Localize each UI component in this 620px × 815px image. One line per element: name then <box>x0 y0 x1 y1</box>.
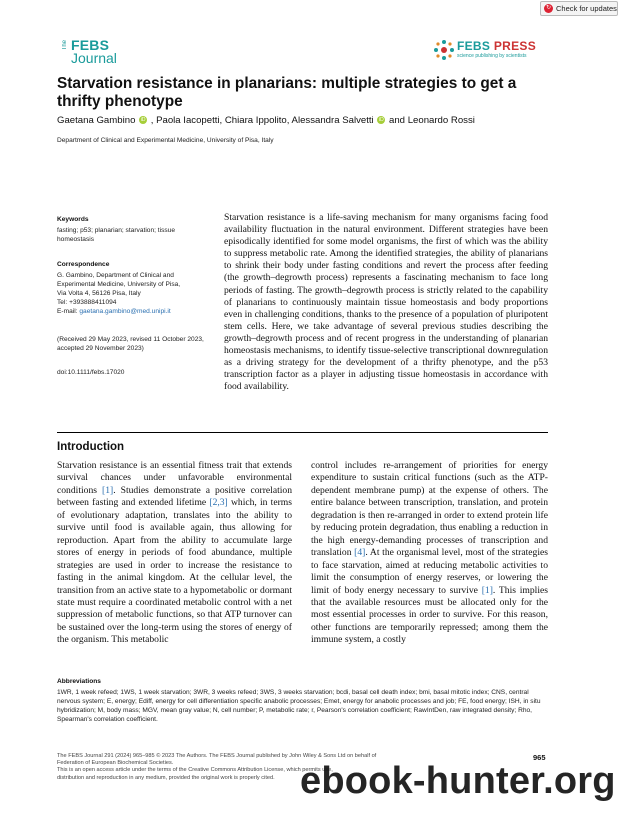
abstract: Starvation resistance is a life-saving mechanism for many organisms facing food availability fluctuation in the natural environment. Different strategies have been episodically identified for some model organisms, the first of which was the ability to suppress metabolic rate. Among the identified strategies, the ability of planarians to shrink their body under fasting conditions and revert the process after feeding (the growth–degrowth process) represents a fascinating mechanism to face long periods of fasting. The growth–degrowth process is strictly related to the capability of planarians to continuously maintain tissue homeostasis and body proportions even in challenging conditions, thanks to the presence of a population of pluripotent stem cells. Here, we take advantage of several previous studies describing the growth–degrowth process and of recent progress in the understanding of planarian homeostasis mechanisms, to identify tissue-selective transcriptional downregulation as a driving strategy for the development of a thrifty phenotype, and the p53 transcription factor as a player in adjusting tissue homeostasis in accordance with food availability. <box>224 212 548 393</box>
footer-line: Federation of European Biochemical Societies. <box>57 760 174 767</box>
footer-line: This is an open access article under the terms of the Creative Commons Attribution License, which permits use, <box>57 767 333 774</box>
corr-line: Experimental Medicine, University of Pisa, <box>57 281 181 288</box>
article-title: Starvation resistance in planarians: multiple strategies to get a thrifty phenotype <box>57 75 517 110</box>
keywords-text: fasting; p53; planarian; starvation; tissue homeostasis <box>57 227 176 243</box>
orcid-icon[interactable]: iD <box>378 117 384 124</box>
author-gambino: Gaetana Gambino <box>57 115 136 126</box>
abbreviations-text: 1WR, 1 week refeed; 1WS, 1 week starvation; 3WR, 3 weeks refeed; 3WS, 3 weeks starvation; bcdi, basal cell death index; bmi, basal mitotic index; CNS, central nervous system; E, energy; Ediff, energy for cell differentiation specific anabolic processes; Emet, energy for anabolic processes and job; FE, food energy; ISH, in situ hybridization; M, body mass; MGV, mean gray value; N, cell number; P, metabolic rate; r, Pearson's correlation coefficient; RawIntDen, raw integrated density; Rho, Spearman's correlation coefficient. <box>57 689 541 723</box>
introduction-heading: Introduction <box>57 441 125 453</box>
reference-link[interactable]: [2,3] <box>209 497 228 509</box>
intro-column-right: control includes re-arrangement of priorities for energy expenditure to sustain critical functions (such as the ATP-dependent membrane pump) at the expense of others. The entire balance between transcription, translation, and protein degradation is then re-arranged in order to extend protein life by reducing protein degradation, thus enabling a reduction in the high energy-demanding processes of transcription and translation [4]. At the organismal level, most of the strategies to face starvation, aimed at reducing metabolic activities to limit the consumption of energy reserves, or lowering the limit of body energy necessary to survive [1]. This implies that the available resources must be allocated only for the most essential processes in order to survive. For this reason, other functions are temporarily repressed; among them the immune system, a costly <box>311 460 549 646</box>
journal-logo <box>62 38 124 66</box>
footer-line: distribution and reproduction in any medium, provided the original work is properly cited. <box>57 774 275 781</box>
update-icon: ↻ <box>545 5 552 11</box>
orcid-icon[interactable]: iD <box>140 117 146 124</box>
logo-febs: FEBS <box>71 37 110 53</box>
febs-press-dots-icon <box>433 39 455 61</box>
author-rossi: and Leonardo Rossi <box>389 115 475 126</box>
abbreviations-heading: Abbreviations <box>57 678 101 685</box>
corr-email-line: E-mail: gaetana.gambino@med.unipi.it <box>57 308 171 315</box>
reference-link[interactable]: [1] <box>102 484 114 496</box>
press-tagline: science publishing by scientists <box>457 53 527 59</box>
doi[interactable]: doi:10.1111/febs.17020 <box>57 369 125 376</box>
section-divider <box>57 432 548 433</box>
press-name: FEBS PRESS <box>457 39 537 53</box>
correspondence-text <box>57 271 207 316</box>
footer-line: The FEBS Journal 291 (2024) 965–985 © 2023 The Authors. The FEBS Journal published by John Wiley & Sons Ltd on behalf of <box>57 753 377 759</box>
authors-middle: , Paola Iacopetti, Chiara Ippolito, Alessandra Salvetti <box>150 115 374 126</box>
watermark: ebook-hunter.org <box>300 760 616 802</box>
febs-press-logo <box>433 38 543 64</box>
corr-line: G. Gambino, Department of Clinical and <box>57 272 174 279</box>
author-list <box>57 115 577 126</box>
received-dates: (Received 29 May 2023, revised 11 October 2023, accepted 29 November 2023) <box>57 336 204 352</box>
correspondence-heading: Correspondence <box>57 261 110 268</box>
page-number: 965 <box>533 753 546 762</box>
reference-link[interactable]: [4] <box>354 547 366 559</box>
reference-link[interactable]: [1] <box>481 584 493 596</box>
corr-line: Via Volta 4, 56126 Pisa, Italy <box>57 290 141 297</box>
email-link[interactable]: gaetana.gambino@med.unipi.it <box>79 308 171 315</box>
keywords-heading: Keywords <box>57 216 89 223</box>
logo-the: The <box>62 40 68 51</box>
check-for-updates-label: Check for updates <box>556 4 617 13</box>
corr-line: Tel: +393888411094 <box>57 299 117 306</box>
check-for-updates-button[interactable] <box>540 1 618 16</box>
logo-journal: Journal <box>71 50 117 66</box>
intro-column-left: Starvation resistance is an essential fitness trait that extends survival chances under unfavorable environmental conditions [1]. Studies demonstrate a positive correlation between fasting and extended lifetime [2,3] which, in terms of evolutionary adaptation, translates into the ability to survive until food is available again, thus allowing for reproduction. Apart from the ability to accumulate large stores of energy in periods of food abundance, multiple strategies are used in order to increase the resistance to fasting in the animal kingdom. At the cellular level, the transition from an active state to a hypometabolic or dormant state must require a coordinated metabolic control with a net suppression of metabolic functions, so that ATP turnover can be sustained over the long-term using the stores of energy of the organism. This metabolic <box>57 460 293 646</box>
affiliation: Department of Clinical and Experimental Medicine, University of Pisa, Italy <box>57 137 274 144</box>
